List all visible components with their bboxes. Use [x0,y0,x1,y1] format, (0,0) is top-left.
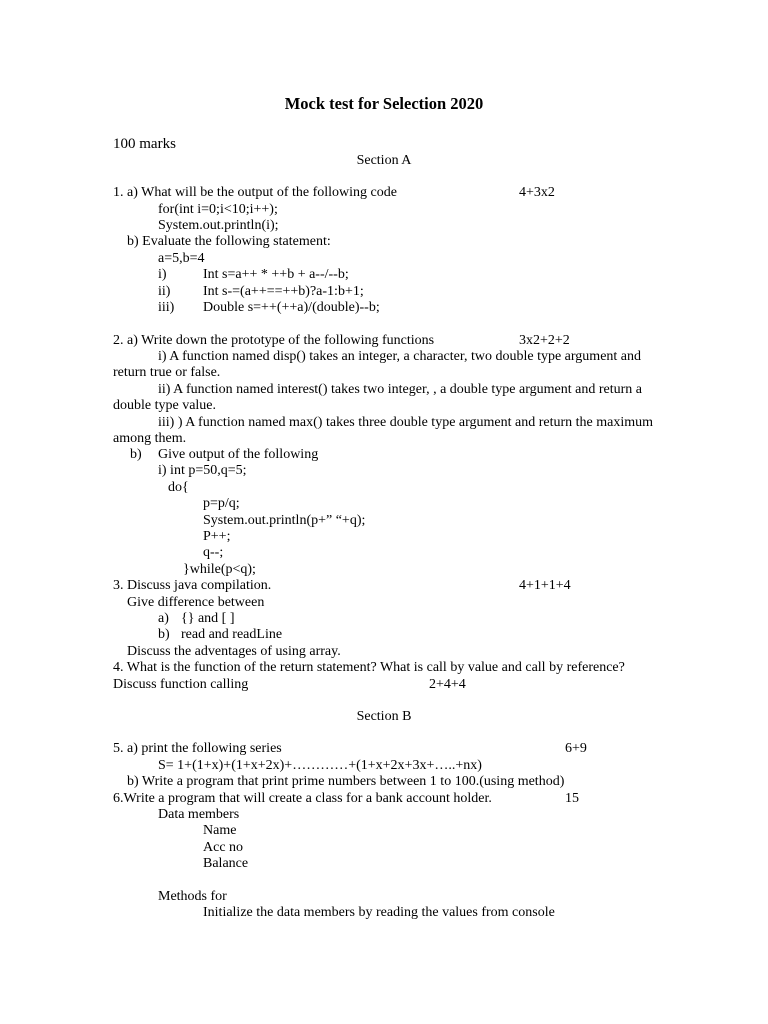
q4-line: Discuss function calling [113,677,249,692]
q6-data-member: Acc no [203,840,244,855]
q5-series: S= 1+(1+x)+(1+x+2x)+…………+(1+x+2x+3x+…..+nx) [158,758,482,773]
q3-marks: 4+1+1+4 [519,578,571,593]
q2-b: Give output of the following [158,447,319,462]
q1-values: a=5,b=4 [158,251,205,266]
q6-data-members-label: Data members [158,807,240,822]
q1-code-line: System.out.println(i); [158,218,279,233]
q2-part-ii: ii) A function named interest() takes two integer, , a double type argument and return a [158,382,642,397]
q1-a: 1. a) What will be the output of the following code [113,185,397,200]
q3-item-number: a) [158,611,169,626]
q1-item-text: Int s=a++ * ++b + a--/--b; [203,267,349,282]
q2-part-i: i) A function named disp() takes an integer, a character, two double type argument and [158,349,642,364]
q1-item-number: ii) [158,284,171,299]
q2-code-line: }while(p<q); [183,562,256,577]
q1-item-number: iii) [158,300,175,315]
q2-code-line: do{ [168,480,189,495]
q3-item-number: b) [158,627,170,642]
section-b-heading: Section B [356,709,412,724]
q2-code-line: P++; [203,529,231,544]
q2-b-number: b) [130,447,142,462]
q6-method: Initialize the data members by reading the values from console [203,905,555,920]
q6-marks: 15 [565,791,579,806]
page-title: Mock test for Selection 2020 [284,94,484,113]
q2-a: 2. a) Write down the prototype of the following functions [113,333,435,348]
q5-a: 5. a) print the following series [113,741,282,756]
q1-item-text: Int s-=(a++==++b)?a-1:b+1; [203,284,364,299]
q2-code-line: p=p/q; [203,496,240,511]
q3-item-text: {} and [ ] [181,611,235,626]
q2-code-line: System.out.println(p+” “+q); [203,513,366,528]
q5-b: b) Write a program that print prime numbers between 1 to 100.(using method) [127,774,565,789]
q3-difference: Give difference between [127,595,265,610]
q3-item-text: read and readLine [181,627,283,642]
q6-data-member: Name [203,823,237,838]
section-a-heading: Section A [356,153,412,168]
q6-methods-label: Methods for [158,889,227,904]
q2-code-line: i) int p=50,q=5; [158,463,247,478]
q6-data-member: Balance [203,856,249,871]
q4-marks: 2+4+4 [429,677,466,692]
q2-part-i-continued: return true or false. [113,365,221,380]
q3-question: 3. Discuss java compilation. [113,578,272,593]
q6-question: 6.Write a program that will create a class for a bank account holder. [113,791,492,806]
total-marks: 100 marks [113,136,176,152]
q3-advantages: Discuss the adventages of using array. [127,644,341,659]
q1-item-number: i) [158,267,167,282]
q2-part-iii-continued: among them. [113,431,187,446]
q2-part-ii-continued: double type value. [113,398,217,413]
q2-marks: 3x2+2+2 [519,333,570,348]
q1-code-line: for(int i=0;i<10;i++); [158,202,278,217]
q1-b: b) Evaluate the following statement: [127,234,331,249]
q4-line: 4. What is the function of the return statement? What is call by value and call by reference? [113,660,625,675]
q1-marks: 4+3x2 [519,185,555,200]
q5-marks: 6+9 [565,741,587,756]
q1-item-text: Double s=++(++a)/(double)--b; [203,300,380,315]
q2-code-line: q--; [203,545,224,560]
q2-part-iii: iii) ) A function named max() takes three double type argument and return the maximum [158,415,654,430]
